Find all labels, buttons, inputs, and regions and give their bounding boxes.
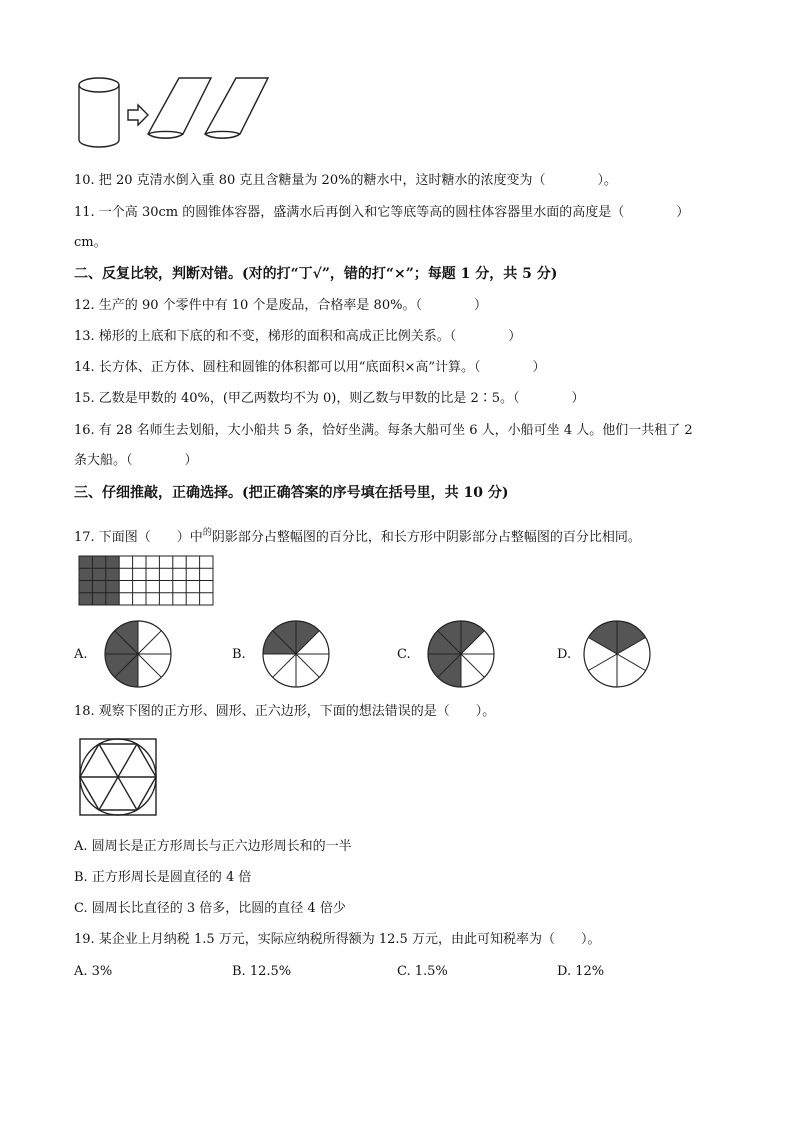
question-17-prefix: 17. 下面图（ ）中 <box>74 530 203 545</box>
question-16-continuation: 条大船。（ ） <box>74 453 198 468</box>
question-18: 18. 观察下图的正方形、圆形、正六边形，下面的想法错误的是（ ）。 <box>74 704 496 719</box>
question-17-superscript: 的 <box>202 528 212 538</box>
q17-option-b-label: B. <box>232 647 246 662</box>
question-16: 16. 有 28 名师生去划船，大小船共 5 条，恰好坐满。每条大船可坐 6 人，小船可坐 4 人。他们一共租了 2 <box>74 423 693 438</box>
q18-option-c: C. 圆周长比直径的 3 倍多，比圆的直径 4 倍少 <box>74 901 346 916</box>
q19-option-a: A. 3% <box>74 964 113 979</box>
question-17-suffix: 阴影部分占整幅图的百分比，和长方形中阴影部分占整幅图的百分比相同。 <box>211 530 641 545</box>
question-14: 14. 长方体、正方体、圆柱和圆锥的体积都可以用“底面积×高”计算。（ ） <box>74 360 546 375</box>
cylinder-transform-figure <box>76 74 276 154</box>
section-3-header: 三、仔细推敲，正确选择。(把正确答案的序号填在括号里，共 10 分) <box>74 485 509 501</box>
shaded-grid-rectangle <box>79 556 213 606</box>
q17-option-c-pie <box>426 619 496 689</box>
question-11-continuation: cm。 <box>74 235 107 250</box>
q17-option-c-label: C. <box>397 647 411 662</box>
q17-option-d-label: D. <box>557 647 572 662</box>
question-19: 19. 某企业上月纳税 1.5 万元，实际应纳税所得额为 12.5 万元，由此可知税率为（ ）。 <box>74 932 601 947</box>
question-11: 11. 一个高 30cm 的圆锥体容器，盛满水后再倒入和它等底等高的圆柱体容器里水面的高度是（ ） <box>74 205 690 220</box>
q17-option-b-pie <box>261 619 331 689</box>
question-15: 15. 乙数是甲数的 40%，(甲乙两数均不为 0)，则乙数与甲数的比是 2∶5。（ ） <box>74 391 585 406</box>
q17-option-a-pie <box>103 619 173 689</box>
question-12: 12. 生产的 90 个零件中有 10 个是废品，合格率是 80%。（ ） <box>74 298 487 313</box>
question-13: 13. 梯形的上底和下底的和不变，梯形的面积和高成正比例关系。（ ） <box>74 329 522 344</box>
question-17 <box>74 524 641 547</box>
q19-option-d: D. 12% <box>557 964 605 979</box>
q18-option-b: B. 正方形周长是圆直径的 4 倍 <box>74 870 252 885</box>
question-10: 10. 把 20 克清水倒入重 80 克且含糖量为 20%的糖水中，这时糖水的浓度变为（ ）。 <box>74 173 617 188</box>
q19-option-b: B. 12.5% <box>232 964 292 979</box>
section-2-header: 二、反复比较，判断对错。(对的打“丁√”，错的打“×”；每题 1 分，共 5 分) <box>74 266 558 282</box>
q17-option-d-pie <box>582 619 652 689</box>
square-circle-hexagon-figure <box>79 738 159 818</box>
q18-option-a: A. 圆周长是正方形周长与正六边形周长和的一半 <box>74 839 352 854</box>
q17-option-a-label: A. <box>74 647 88 662</box>
q19-option-c: C. 1.5% <box>397 964 448 979</box>
